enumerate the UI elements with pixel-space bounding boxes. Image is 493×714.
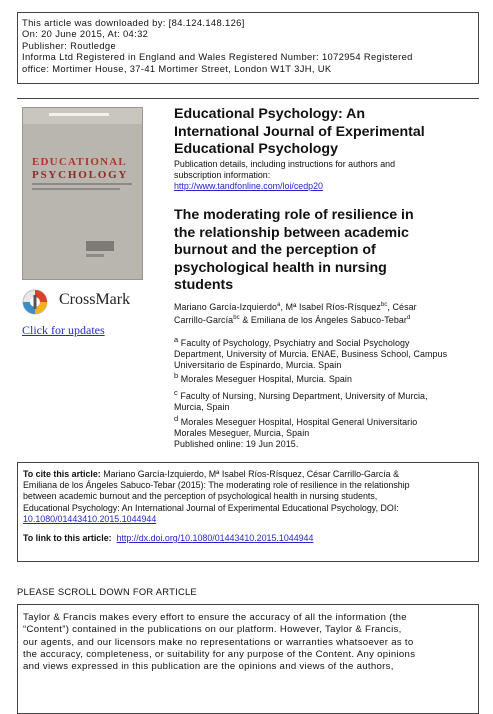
disclaimer-line: Taylor & Francis makes every effort to ensure the accuracy of all the information (the xyxy=(23,612,407,623)
affiliation-b xyxy=(174,370,352,385)
author-affiliation-mark: d xyxy=(406,315,411,322)
disclaimer-line: “Content”) contained in the publications on our platform. However, Taylor & Francis, xyxy=(23,624,402,636)
publication-details-line: subscription information: xyxy=(174,170,271,180)
affiliation-text: Morales Meseguer Hospital, Murcia. Spain xyxy=(178,373,353,384)
cover-top-strip xyxy=(23,108,142,124)
affiliation-text: Faculty of Psychology, Psychiatry and Social Psychology xyxy=(178,337,410,348)
affiliation-text: Universitario de Espinardo, Murcia. Spain xyxy=(174,360,342,371)
author-name: Carrillo-García xyxy=(174,315,234,326)
publication-details xyxy=(174,159,395,192)
office-address: office: Mortimer House, 37-41 Mortimer Street, London W1T 3JH, UK xyxy=(22,62,332,74)
article-title-line: burnout and the perception of xyxy=(174,242,376,259)
citation-box xyxy=(17,462,479,562)
crossmark-badge[interactable] xyxy=(22,287,162,323)
affiliation-text: Morales Meseguer, Murcia, Spain xyxy=(174,428,310,439)
publisher: Publisher: Routledge xyxy=(22,39,117,51)
disclaimer-box xyxy=(17,604,479,714)
citation-text: Mariano García-Izquierdo, Mª Isabel Ríos-Rísquez, César Carrillo-García & xyxy=(100,469,399,479)
download-line: This article was downloaded by: [84.124.148.126] xyxy=(22,17,245,28)
affiliation-text: Department, University of Murcia. ENAE, Business School, Campus xyxy=(174,349,448,360)
publisher-logo-icon xyxy=(86,241,114,251)
affiliation-a xyxy=(174,334,447,372)
cite-label: To cite this article: xyxy=(23,469,101,479)
download-info-box xyxy=(17,12,479,84)
publication-details-line: Publication details, including instructions for authors and xyxy=(174,159,396,169)
cover-subtitle-bar xyxy=(32,188,120,190)
download-date: On: 20 June 2015, At: 04:32 xyxy=(22,28,149,40)
article-title xyxy=(174,207,414,295)
citation-text: between academic burnout and the perception of psychological health in nursing students, xyxy=(23,491,378,502)
article-link[interactable]: http://dx.doi.org/10.1080/01443410.2015.1044944 xyxy=(116,533,314,544)
article-title-line: The moderating role of resilience in xyxy=(174,207,414,223)
article-title-line: the relationship between academic xyxy=(174,224,409,241)
affiliation-c xyxy=(174,387,428,413)
journal-title-line: International Journal of Experimental xyxy=(174,123,425,140)
article-title-line: students xyxy=(174,277,234,294)
citation-text: Educational Psychology: An International Journal of Experimental Educational Psychology, DOI: xyxy=(23,502,399,513)
author-name: & Emiliana de los Ángeles Sabuco-Tebar xyxy=(239,315,407,326)
cover-subtitle-bar xyxy=(32,183,132,185)
divider xyxy=(17,98,479,99)
author-name: Mariano García-Izquierdo xyxy=(174,301,278,312)
author-affiliation-mark: bc xyxy=(380,302,388,308)
author-name: , César xyxy=(387,301,417,312)
scroll-notice: PLEASE SCROLL DOWN FOR ARTICLE xyxy=(17,586,197,597)
cover-title-word-1: EDUCATIONAL xyxy=(32,156,127,168)
click-for-updates-link[interactable]: Click for updates xyxy=(22,323,105,337)
registration-line: Informa Ltd Registered in England and Wales Registered Number: 1072954 Registered xyxy=(22,51,413,63)
disclaimer-line: the accuracy, completeness, or suitability for any purpose of the Content. Any opinions xyxy=(23,648,416,660)
affiliation-d xyxy=(174,413,417,451)
citation-text: Emiliana de los Ángeles Sabuco-Tebar (2015): The moderating role of resilience in the relationship xyxy=(23,480,410,491)
affiliation-mark: c xyxy=(174,388,178,397)
article-title-line: psychological health in nursing xyxy=(174,259,387,276)
disclaimer-line: and views expressed in this publication are the opinions and views of the authors, xyxy=(23,661,394,673)
published-online-date: Published online: 19 Jun 2015. xyxy=(174,439,299,450)
affiliation-mark: b xyxy=(174,371,179,380)
link-label: To link to this article: xyxy=(23,533,112,544)
affiliation-text: Morales Meseguer Hospital, Hospital General Universitario xyxy=(178,416,418,427)
crossmark-label: CrossMark xyxy=(59,291,131,308)
affiliation-mark: a xyxy=(174,335,179,344)
authors xyxy=(174,300,417,326)
journal-title xyxy=(174,106,425,159)
doi-link[interactable]: 10.1080/01443410.2015.1044944 xyxy=(23,513,157,524)
affiliation-mark: d xyxy=(174,414,179,423)
publisher-logo-icon xyxy=(86,254,104,257)
journal-url-link[interactable]: http://www.tandfonline.com/loi/cedp20 xyxy=(174,181,323,191)
affiliation-text: Murcia, Spain xyxy=(174,402,230,413)
crossmark-icon xyxy=(22,289,48,315)
affiliation-text: Faculty of Nursing, Nursing Department, University of Murcia, xyxy=(177,390,428,401)
author-affiliation-mark: a xyxy=(277,302,281,308)
cover-title-word-2: PSYCHOLOGY xyxy=(32,169,129,181)
author-affiliation-mark: bc xyxy=(233,315,240,322)
journal-title-line: Educational Psychology: An xyxy=(174,106,366,122)
journal-cover-image xyxy=(22,107,143,280)
author-name: , Mª Isabel Ríos-Rísquez xyxy=(280,301,381,312)
disclaimer-line: our agents, and our licensors make no representations or warranties whatsoever as to xyxy=(23,636,414,648)
journal-title-line: Educational Psychology xyxy=(174,141,338,158)
